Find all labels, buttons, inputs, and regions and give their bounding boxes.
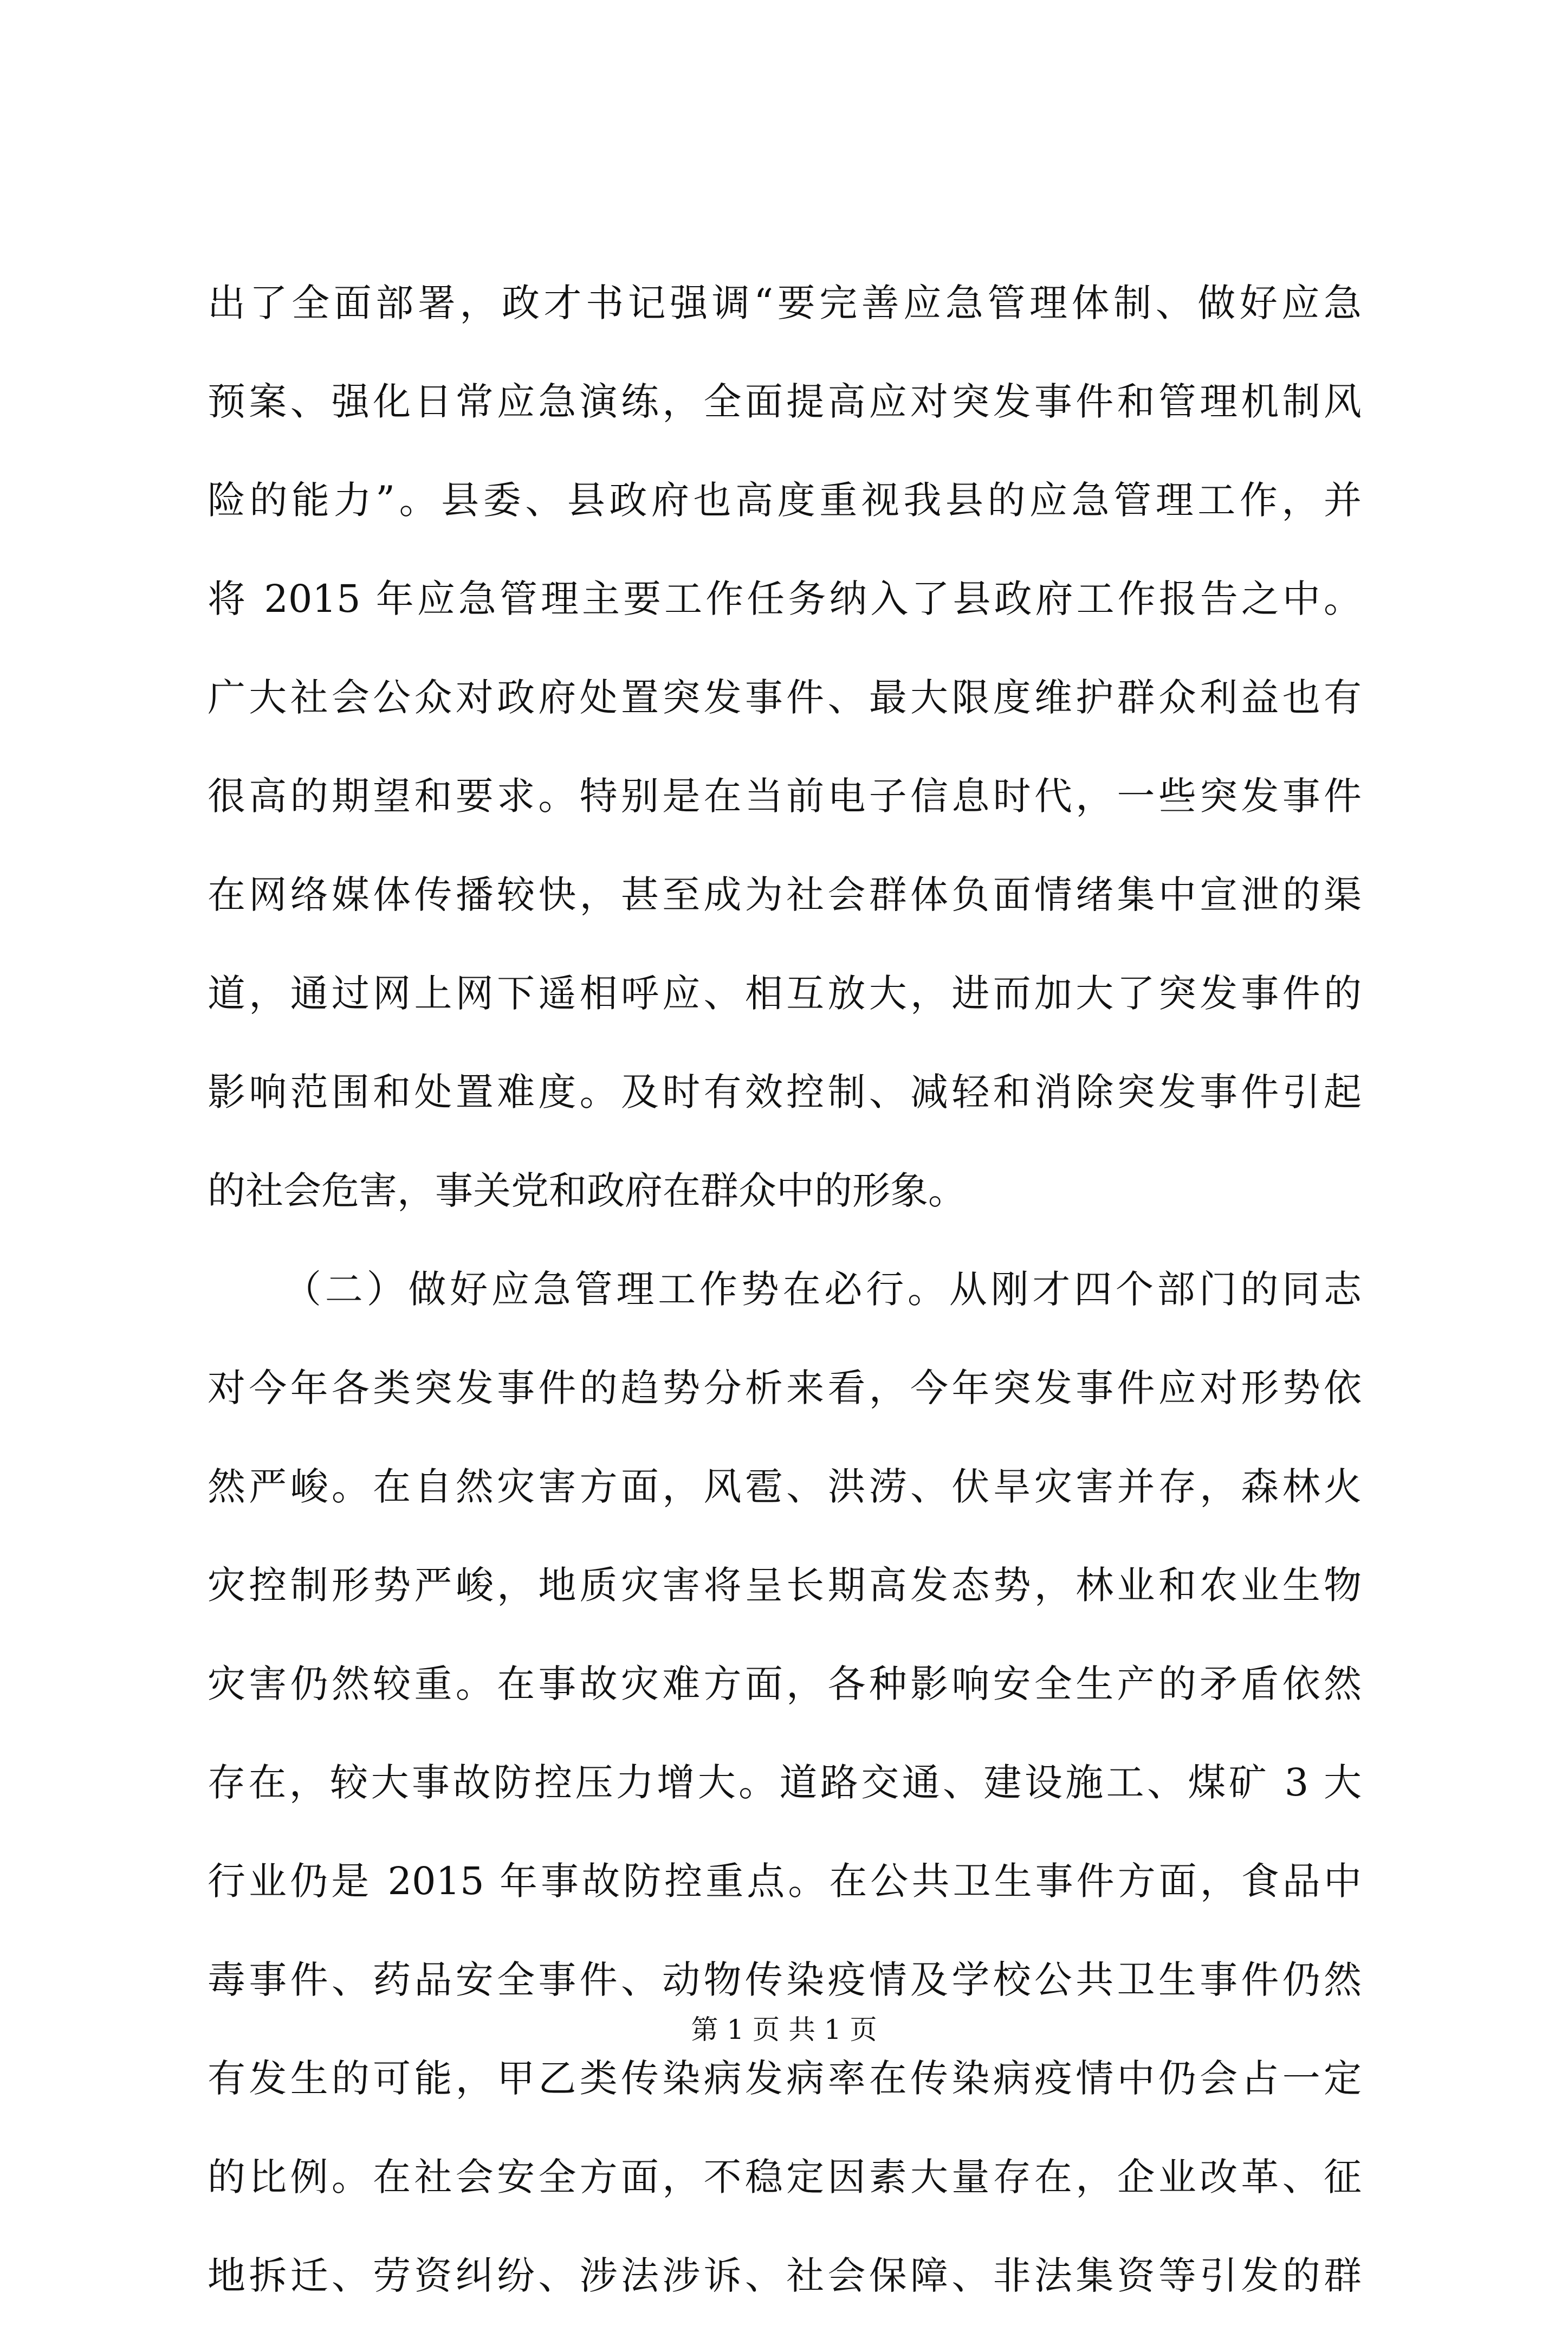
- text-line: 广大社会公众对政府处置突发事件、最大限度维护群众利益也有: [208, 675, 1362, 720]
- page-number: 第 1 页 共 1 页: [691, 2014, 877, 2045]
- text-line: 预案、强化日常应急演练，全面提高应对突发事件和管理机制风: [208, 379, 1362, 424]
- text-line: 行业仍是 2015 年事故防控重点。在公共卫生事件方面，食品中: [208, 1859, 1362, 1903]
- section-heading-line: （二）做好应急管理工作势在必行。从刚才四个部门的同志: [283, 1267, 1362, 1312]
- text-line: 影响范围和处置难度。及时有效控制、减轻和消除突发事件引起: [208, 1070, 1362, 1114]
- text-line: 有发生的可能，甲乙类传染病发病率在传染病疫情中仍会占一定: [208, 2056, 1362, 2101]
- text-line: 险的能力”。县委、县政府也高度重视我县的应急管理工作，并: [208, 478, 1362, 522]
- text-line: 将 2015 年应急管理主要工作任务纳入了县政府工作报告之中。: [208, 577, 1362, 621]
- text-line: 灾害仍然较重。在事故灾难方面，各种影响安全生产的矛盾依然: [208, 1662, 1362, 1706]
- text-line: 存在，较大事故防控压力增大。道路交通、建设施工、煤矿 3 大: [208, 1760, 1362, 1805]
- text-line: 毒事件、药品安全事件、动物传染疫情及学校公共卫生事件仍然: [208, 1958, 1362, 2002]
- text-line: 在网络媒体传播较快，甚至成为社会群体负面情绪集中宣泄的渠: [208, 873, 1362, 917]
- text-line: 的比例。在社会安全方面，不稳定因素大量存在，企业改革、征: [208, 2155, 1362, 2199]
- text-line: 地拆迁、劳资纠纷、涉法涉诉、社会保障、非法集资等引发的群: [208, 2253, 1362, 2298]
- text-line: 出了全面部署，政才书记强调“要完善应急管理体制、做好应急: [208, 281, 1362, 325]
- text-line: 道，通过网上网下遥相呼应、相互放大，进而加大了突发事件的: [208, 971, 1362, 1016]
- text-line: 对今年各类突发事件的趋势分析来看，今年突发事件应对形势依: [208, 1366, 1362, 1410]
- text-line: 然严峻。在自然灾害方面，风雹、洪涝、伏旱灾害并存，森林火: [208, 1464, 1362, 1509]
- text-line: 很高的期望和要求。特别是在当前电子信息时代，一些突发事件: [208, 774, 1362, 818]
- paragraph-end-line: 的社会危害，事关党和政府在群众中的形象。: [208, 1168, 966, 1213]
- text-line: 灾控制形势严峻，地质灾害将呈长期高发态势，林业和农业生物: [208, 1563, 1362, 1607]
